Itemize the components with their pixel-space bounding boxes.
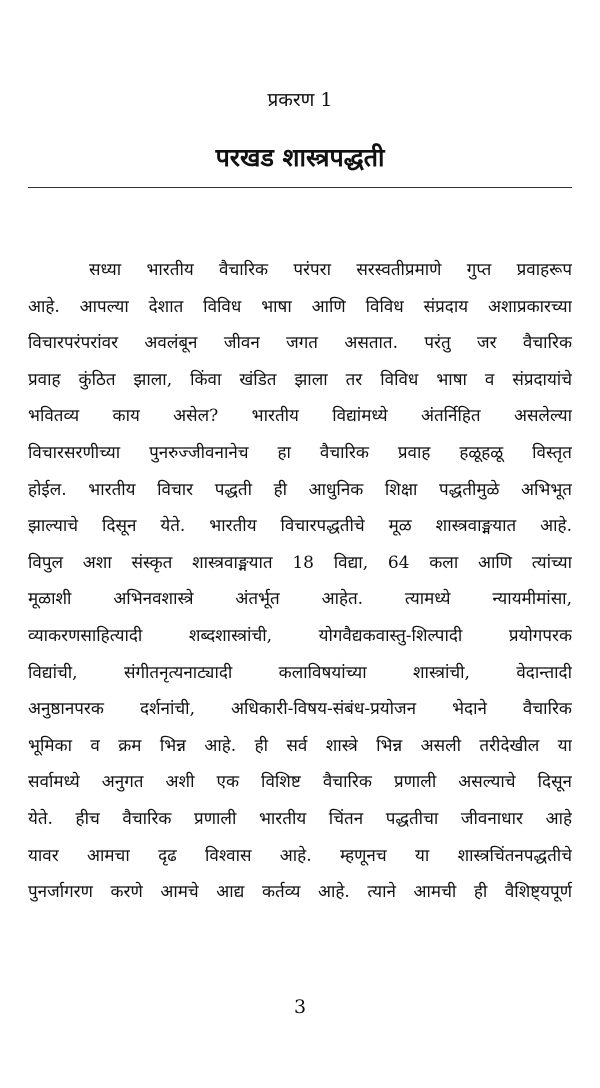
paragraph-line: झाल्याचे दिसून येते. भारतीय विचारपद्धतीचे मूळ शास्त्रवाङ्मयात आहे. (28, 516, 572, 537)
body-paragraph (28, 252, 572, 911)
paragraph-line: सध्या भारतीय वैचारिक परंपरा सरस्वतीप्रमाणे गुप्त प्रवाहरूप (89, 260, 572, 280)
chapter-label: प्रकरण 1 (267, 89, 333, 111)
paragraph-line: व्याकरणसाहित्यादी शब्दशास्त्रांची, योगवैद्यकवास्तु-शिल्पादी प्रयोगपरक (28, 625, 572, 646)
paragraph-line: भूमिका व क्रम भिन्न आहे. ही सर्व शास्त्रे भिन्न असली तरीदेखील या (28, 735, 572, 756)
paragraph-line: येते. हीच वैचारिक प्रणाली भारतीय चिंतन पद्धतीचा जीवनाधार आहे (28, 808, 572, 829)
title-divider (28, 187, 572, 188)
paragraph-line: पुनर्जागरण करणे आमचे आद्य कर्तव्य आहे. त्याने आमची ही वैशिष्ट्यपूर्ण (28, 882, 572, 903)
paragraph-line: होईल. भारतीय विचार पद्धती ही आधुनिक शिक्षा पद्धतीमुळे अभिभूत (28, 479, 572, 500)
paragraph-line: आहे. आपल्या देशात विविध भाषा आणि विविध संप्रदाय अशाप्रकारच्या (28, 296, 572, 317)
chapter-title: परखड शास्त्रपद्धती (215, 143, 385, 172)
page-number: 3 (293, 996, 307, 1018)
paragraph-line: सर्वामध्ये अनुगत अशी एक विशिष्ट वैचारिक प्रणाली असल्याचे दिसून (28, 772, 572, 793)
paragraph-line: प्रवाह कुंठित झाला, किंवा खंडित झाला तर विविध भाषा व संप्रदायांचे (28, 369, 572, 390)
paragraph-line: मूळाशी अभिनवशास्त्रे अंतर्भूत आहेत. त्यामध्ये न्यायमीमांसा, (28, 589, 572, 610)
paragraph-line: यावर आमचा दृढ विश्वास आहे. म्हणूनच या शास्त्रचिंतनपद्धतीचे (28, 845, 572, 866)
paragraph-line: अनुष्ठानपरक दर्शनांची, अधिकारी-विषय-संबंध-प्रयोजन भेदाने वैचारिक (28, 699, 572, 720)
paragraph-line: विचारपरंपरांवर अवलंबून जीवन जगत असतात. परंतु जर वैचारिक (28, 333, 572, 354)
paragraph-line: विचारसरणीच्या पुनरुज्जीवनानेच हा वैचारिक प्रवाह हळूहळू विस्तृत (28, 442, 572, 463)
paragraph-line: विपुल अशा संस्कृत शास्त्रवाङ्मयात 18 विद्या, 64 कला आणि त्यांच्या (28, 552, 572, 573)
paragraph-line: भवितव्य काय असेल? भारतीय विद्यांमध्ये अंतर्निहित असलेल्या (28, 406, 572, 427)
paragraph-line: विद्यांची, संगीतनृत्यनाट्यादी कलाविषयांच्या शास्त्रांची, वेदान्तादी (28, 662, 572, 683)
